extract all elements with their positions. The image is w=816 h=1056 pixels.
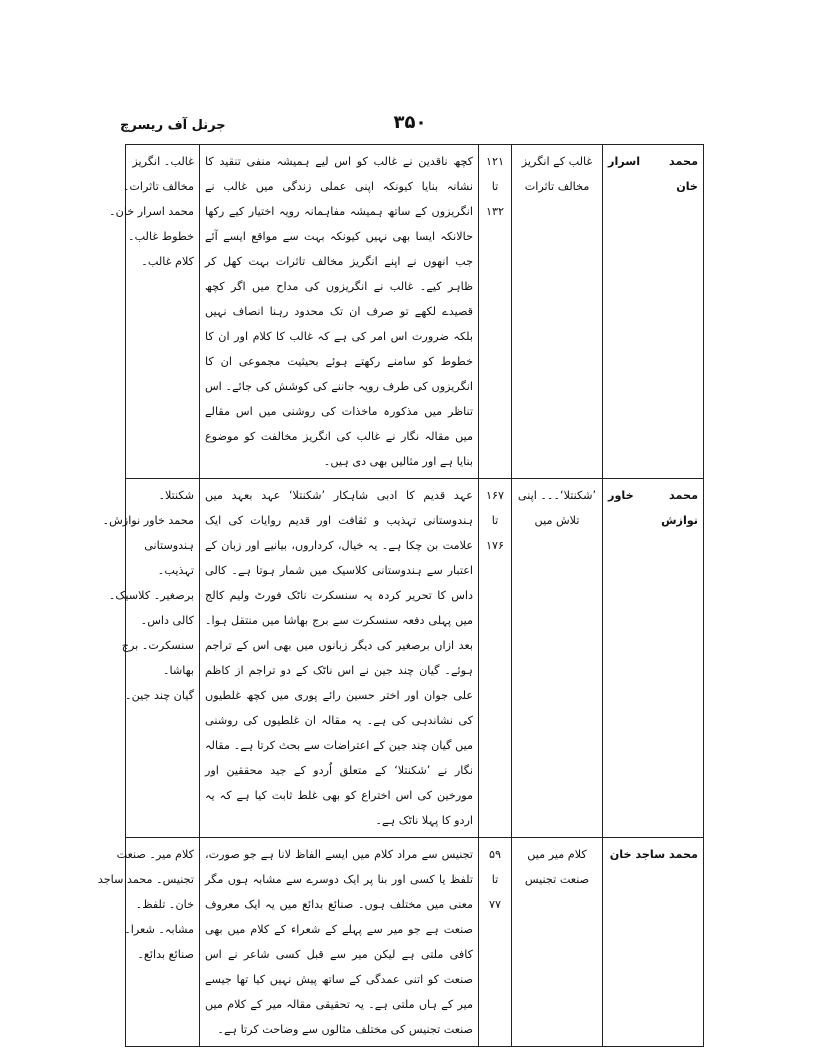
keyword: کلام غالب۔ (141, 255, 194, 268)
keyword: محمد اسرار خان۔ (109, 205, 194, 218)
keyword: سنسکرت۔ برج (121, 639, 194, 652)
keyword: کالی داس۔ (140, 614, 194, 627)
article-index-table (97, 144, 704, 1047)
keywords-cell (97, 838, 200, 1047)
page-to: ۱۳۲ (485, 205, 505, 218)
pages-cell (479, 838, 512, 1047)
page-from: ۱۶۷ (485, 489, 505, 502)
title-cell: کلام میر میں صنعت تجنیس (512, 838, 603, 1047)
keyword: مخالف تاثرات۔ (122, 180, 194, 193)
keyword: شکنتلا۔ (158, 489, 194, 502)
keyword: گیان چند جین۔ (125, 689, 194, 702)
keyword: خان۔ تلفظ۔ (135, 898, 194, 911)
keywords-cell (102, 479, 200, 838)
keyword: مشابہ۔ شعرا۔ (124, 923, 194, 936)
title-cell: ’شکنتلا‘۔۔۔ اپنی تلاش میں (512, 479, 603, 838)
journal-name: جرنل آف ریسرچ (120, 118, 226, 133)
page-to: ۷۷ (488, 898, 502, 911)
pages-cell (479, 145, 512, 479)
author-cell: محمد خاور نوازش (603, 479, 704, 838)
abstract-cell: تجنیس سے مراد کلام میں ایسے الفاظ لانا ہے جو صورت، تلفظ یا کسی اور بنا پر ایک دوسرے سے مشابہ ہوں مگر معنی میں مختلف ہوں۔ صنائع بدائع میں یہ ایک معروف صنعت ہے جو میر سے پہلے کے شعراء کے کلام میں بھی کافی ملتی ہے لیکن میر سے قبل کسی شاعر نے اس صنعت کو اتنی عمدگی کے ساتھ پیش نہیں کیا تھا جیسے میر کے ہاں ملتی ہے۔ یہ تحقیقی مقالہ میر کے کلام میں صنعت تجنیس کی مختلف مثالوں سے وضاحت کرتا ہے۔ (200, 838, 479, 1047)
author-cell: محمد اسرار خان (603, 145, 704, 479)
page-separator: تا (491, 514, 499, 527)
author-cell: محمد ساجد خان (603, 838, 704, 1047)
table-row (126, 145, 704, 479)
keyword: خطوط غالب۔ (128, 230, 194, 243)
abstract-cell: کچھ ناقدین نے غالب کو اس لیے ہمیشہ منفی تنقید کا نشانہ بنایا کیونکہ اپنی عملی زندگی میں غالب نے انگریزوں کے ساتھ ہمیشہ مفاہمانہ رویہ اختیار کیے رکھا حالانکہ ایسا بھی نہیں کیونکہ بہت سے مواقع ایسے آئے جب انھوں نے اپنے انگریز مخالف تاثرات بہت کھل کر ظاہر کیے۔ غالب نے انگریزوں کی مداح میں اگر کچھ قصیدے لکھے تو صرف ان تک محدود رہنا انصاف نہیں بلکہ ضرورت اس امر کی ہے کہ غالب کا کلام اور ان کا خطوط کو سامنے رکھتے ہوئے بحیثیت مجموعی ان کا انگریزوں کی طرف رویہ جاننے کی کوشش کی جائے۔ اس تناظر میں مذکورہ ماخذات کی روشنی میں اس مقالے میں مقالہ نگار نے غالب کی انگریز مخالفت کو موضوع بنایا ہے اور مثالیں بھی دی ہیں۔ (200, 145, 479, 479)
keyword: صنائع بدائع۔ (137, 948, 194, 961)
keyword: بھاشا۔ (162, 664, 194, 677)
page-from: ۵۹ (488, 848, 502, 861)
keywords-cell (109, 145, 200, 479)
keyword: تہذیب۔ (157, 564, 194, 577)
page-separator: تا (491, 873, 499, 886)
keyword: کلام میر۔ صنعت (116, 848, 194, 861)
page-separator: تا (491, 180, 499, 193)
keyword: تجنیس۔ محمد ساجد (97, 873, 194, 886)
keyword: محمد خاور نوازش۔ (102, 514, 194, 527)
page-from: ۱۲۱ (485, 155, 505, 168)
pages-cell (479, 479, 512, 838)
abstract-cell: عہد قدیم کا ادبی شاہکار ’شکنتلا‘ عہد بعہد میں ہندوستانی تہذیب و ثقافت اور قدیم روایات کی ایک علامت بن چکا ہے۔ یہ خیال، کرداروں، بیانیے اور زبان کے اعتبار سے ہندوستانی کلاسیک میں شمار ہوتا ہے۔ کالی داس کا تحریر کردہ یہ سنسکرت ناٹک فورٹ ولیم کالج میں پہلی دفعہ سنسکرت سے برج بھاشا میں منتقل ہوا۔ بعد ازاں برصغیر کی دیگر زبانوں میں بھی اس کے تراجم ہوئے۔ گیان چند جین نے اس ناٹک کے دو تراجم از کاظم علی جوان اور اختر حسین رائے پوری میں کچھ غلطیوں کی نشاندہی کی ہے۔ یہ مقالہ ان غلطیوں کی روشنی میں گیان چند جین کے اعتراضات سے بحث کرتا ہے۔ مقالہ نگار نے ’شکنتلا‘ کے متعلق اُردو کے جید محققین اور مورخین کی اس اختراع کو بھی غلط ثابت کیا ہے کہ یہ اردو کا پہلا ناٹک ہے۔ (200, 479, 479, 838)
title-cell: غالب کے انگریز مخالف تاثرات (512, 145, 603, 479)
page-number: ۳۵۰ (393, 112, 427, 133)
page-to: ۱۷۶ (485, 539, 505, 552)
table-row (126, 479, 704, 838)
table-row (126, 838, 704, 1047)
keyword: غالب۔ انگریز (132, 155, 194, 168)
keyword: ہندوستانی (144, 539, 194, 552)
keyword: برصغیر۔ کلاسیک۔ (108, 589, 194, 602)
